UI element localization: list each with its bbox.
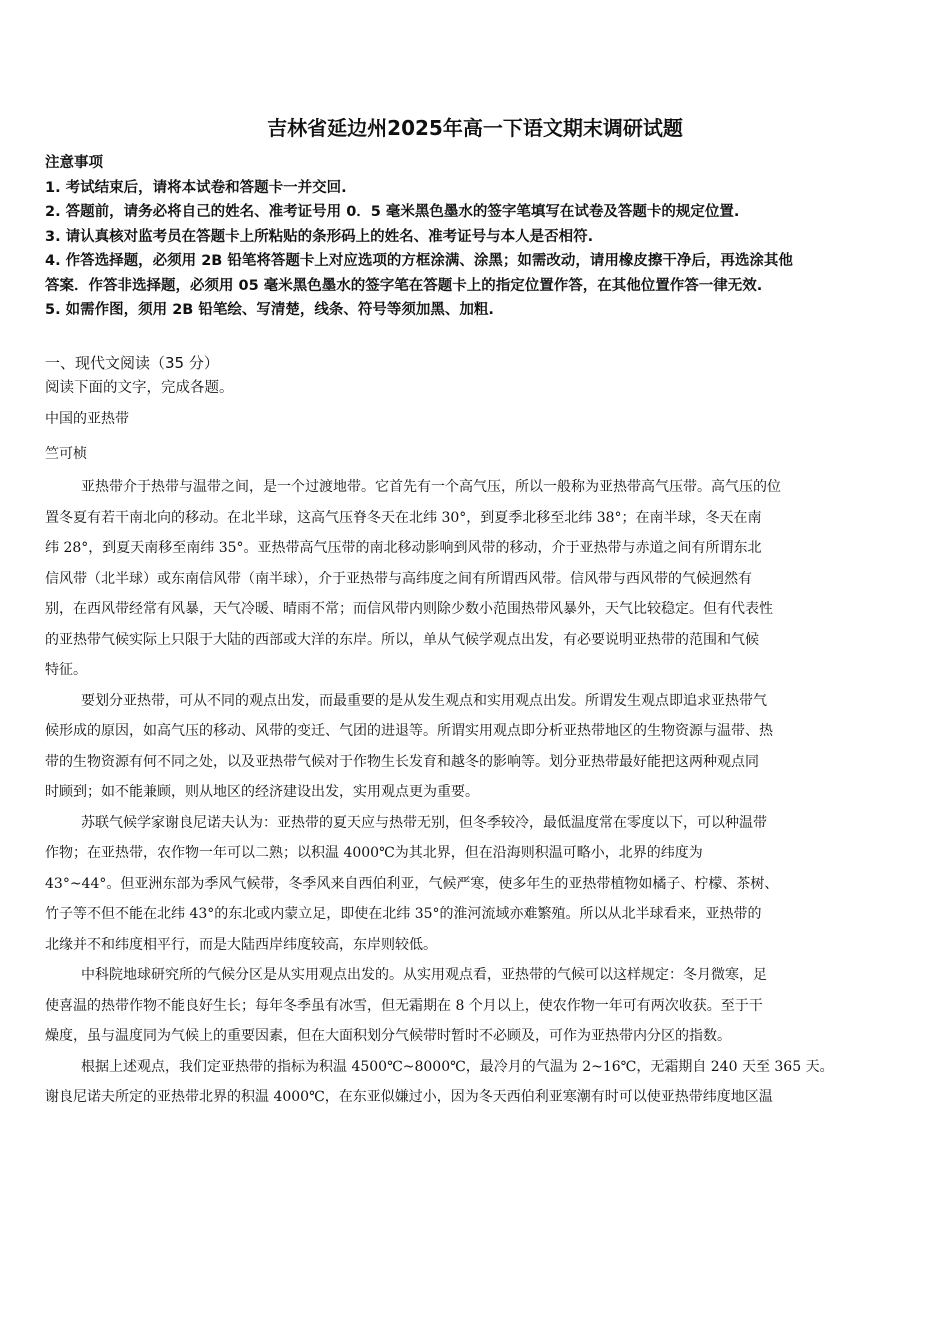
- reading-instruction: 阅读下面的文字，完成各题。: [45, 380, 234, 396]
- body-line: 纬 28°，到夏天南移至南纬 35°。亚热带高气压带的南北移动影响到风带的移动，介于亚热带与赤道之间有所谓东北: [45, 540, 762, 556]
- body-line: 竹子等不但不能在北纬 43°的东北或内蒙立足，即使在北纬 35°的淮河流域亦难繁殖。所以从北半球看来，亚热带的: [45, 906, 762, 922]
- body-line: 置冬夏有若干南北向的移动。在北半球，这高气压脊冬天在北纬 30°，到夏季北移至北纬 38°；在南半球，冬天在南: [45, 509, 762, 526]
- body-line: 带的生物资源有何不同之处，以及亚热带气候对于作物生长发育和越冬的影响等。划分亚热带最好能把这两种观点同: [45, 753, 759, 770]
- section-heading: 一、现代文阅读（35 分）: [45, 354, 219, 372]
- body-line: 使喜温的热带作物不能良好生长；每年冬季虽有冰雪，但无霜期在 8 个月以上，使农作物一年可有两次收获。至于干: [45, 997, 763, 1014]
- notice-line: 5. 如需作图，须用 2B 铅笔绘、写清楚，线条、符号等须加黑、加粗.: [45, 302, 494, 318]
- body-line: 作物；在亚热带，农作物一年可以二熟；以积温 4000℃为其北界，但在沿海则积温可略小，北界的纬度为: [45, 845, 703, 861]
- body-line: 谢良尼诺夫所定的亚热带北界的积温 4000℃，在东亚似嫌过小，因为冬天西伯利亚寒潮有时可以使亚热带纬度地区温: [45, 1089, 773, 1105]
- body-line: 根据上述观点，我们定亚热带的指标为积温 4500℃~8000℃，最冷月的气温为 2~16℃，无霜期自 240 天至 365 天。: [81, 1058, 834, 1075]
- notice-line: 答案．作答非选择题，必须用 05 毫米黑色墨水的签字笔在答题卡上的指定位置作答，在其他位置作答一律无效.: [45, 277, 763, 294]
- body-line: 燥度，虽与温度同为气候上的重要因素，但在大面积划分气候带时暂时不必顾及，可作为亚热带内分区的指数。: [45, 1028, 731, 1044]
- body-line: 北缘并不和纬度相平行，而是大陆西岸纬度较高，东岸则较低。: [45, 936, 437, 953]
- notice-heading: 注意事项: [45, 155, 103, 171]
- article-body: [45, 472, 907, 1113]
- notice-line: 4. 作答选择题，必须用 2B 铅笔将答题卡上对应选项的方框涂满、涂黑；如需改动，请用橡皮擦干净后，再选涂其他: [45, 253, 793, 269]
- body-line: 特征。: [45, 662, 87, 678]
- body-line: 的亚热带气候实际上只限于大陆的西部或大洋的东岸。所以，单从气候学观点出发，有必要说明亚热带的范围和气候: [45, 631, 759, 648]
- notice-line: 3. 请认真核对监考员在答题卡上所粘贴的条形码上的姓名、准考证号与本人是否相符.: [45, 228, 594, 245]
- notice-line: 1. 考试结束后，请将本试卷和答题卡一并交回.: [45, 179, 347, 196]
- body-line: 要划分亚热带，可从不同的观点出发，而最重要的是从发生观点和实用观点出发。所谓发生观点即追求亚热带气: [81, 692, 767, 709]
- article-title: 中国的亚热带: [45, 411, 129, 427]
- exam-title: 吉林省延边州2025年高一下语文期末调研试题: [267, 116, 683, 140]
- notice-line: 2. 答题前，请务必将自己的姓名、准考证号用 0．5 毫米黑色墨水的签字笔填写在试卷及答题卡的规定位置.: [45, 204, 740, 220]
- body-line: 时顾到；如不能兼顾，则从地区的经济建设出发，实用观点更为重要。: [45, 784, 479, 800]
- body-line: 别，在西风带经常有风暴，天气冷暖、晴雨不常；而信风带内则除少数小范围热带风暴外，天气比较稳定。但有代表性: [45, 601, 773, 617]
- body-line: 候形成的原因，如高气压的移动、风带的变迁、气团的进退等。所谓实用观点即分析亚热带地区的生物资源与温带、热: [45, 723, 773, 739]
- notice-section: [45, 151, 915, 323]
- body-line: 43°~44°。但亚洲东部为季风气候带，冬季风来自西伯利亚，气候严寒，使多年生的亚热带植物如橘子、柠檬、茶树、: [45, 875, 779, 892]
- body-line: 苏联气候学家谢良尼诺夫认为：亚热带的夏天应与热带无别，但冬季较冷，最低温度常在零度以下，可以种温带: [81, 814, 767, 831]
- article-author: 竺可桢: [45, 446, 87, 462]
- body-line: 信风带（北半球）或东南信风带（南半球），介于亚热带与高纬度之间有所谓西风带。信风带与西风带的气候迥然有: [45, 570, 752, 587]
- body-line: 亚热带介于热带与温带之间，是一个过渡地带。它首先有一个高气压，所以一般称为亚热带高气压带。高气压的位: [81, 479, 781, 495]
- body-line: 中科院地球研究所的气候分区是从实用观点出发的。从实用观点看，亚热带的气候可以这样规定：冬月微寒，足: [81, 967, 767, 983]
